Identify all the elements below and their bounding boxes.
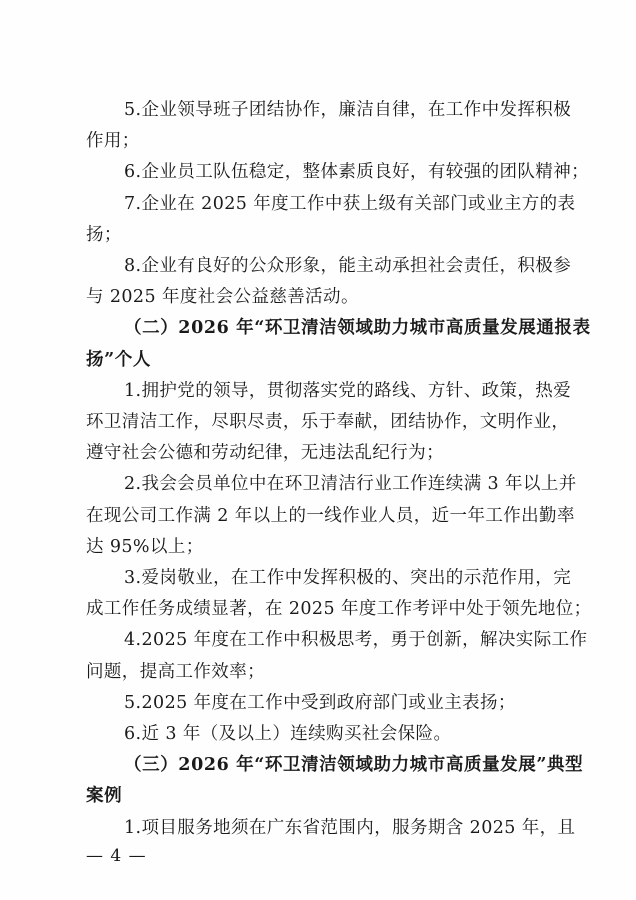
text-line: 达 95%以上； (86, 536, 204, 557)
text-line: 8.企业有良好的公众形象，能主动承担社会责任，积极参 (124, 256, 572, 276)
text-line: 扬； (86, 224, 122, 245)
text-line: 作用； (86, 131, 140, 152)
text-line: 与 2025 年度社会公益慈善活动。 (86, 287, 359, 308)
text-line: 5.2025 年度在工作中受到政府部门或业主表扬； (124, 692, 516, 713)
section-heading: 案例 (86, 786, 123, 807)
section-heading: （三）2026 年“环卫清洁领域助力城市高质量发展”典型 (124, 755, 584, 776)
page-number: — 4 — (86, 846, 147, 866)
text-line: 遵守社会公德和劳动纪律，无违法乱纪行为； (86, 443, 444, 464)
text-line: 环卫清洁工作，尽职尽责，乐于奉献，团结协作，文明作业， (86, 412, 570, 432)
text-line: 6.企业员工队伍稳定，整体素质良好，有较强的团队精神； (124, 162, 589, 183)
text-line: 6.近 3 年（及以上）连续购买社会保险。 (124, 724, 452, 744)
text-line: 1.拥护党的领导，贯彻落实党的路线、方针、政策，热爱 (124, 380, 572, 401)
text-line: 4.2025 年度在工作中积极思考，勇于创新，解决实际工作 (124, 630, 588, 651)
text-line: 1.项目服务地须在广东省范围内，服务期含 2025 年，且 (124, 817, 576, 838)
text-line: 2.我会会员单位中在环卫清洁行业工作连续满 3 年以上并 (124, 474, 577, 495)
text-line: 3.爱岗敬业，在工作中发挥积极的、突出的示范作用，完 (124, 568, 572, 588)
section-heading: 扬”个人 (86, 349, 151, 370)
section-heading: （二）2026 年“环卫清洁领域助力城市高质量发展通报表 (124, 318, 591, 339)
text-line: 7.企业在 2025 年度工作中获上级有关部门或业主方的表 (124, 193, 576, 214)
text-line: 成工作任务成绩显著，在 2025 年度工作考评中处于领先地位； (86, 599, 592, 620)
text-line: 在现公司工作满 2 年以上的一线作业人员，近一年工作出勤率 (86, 505, 575, 526)
text-line: 问题，提高工作效率； (86, 661, 265, 682)
text-line: 5.企业领导班子团结协作，廉洁自律，在工作中发挥积极 (124, 100, 572, 120)
